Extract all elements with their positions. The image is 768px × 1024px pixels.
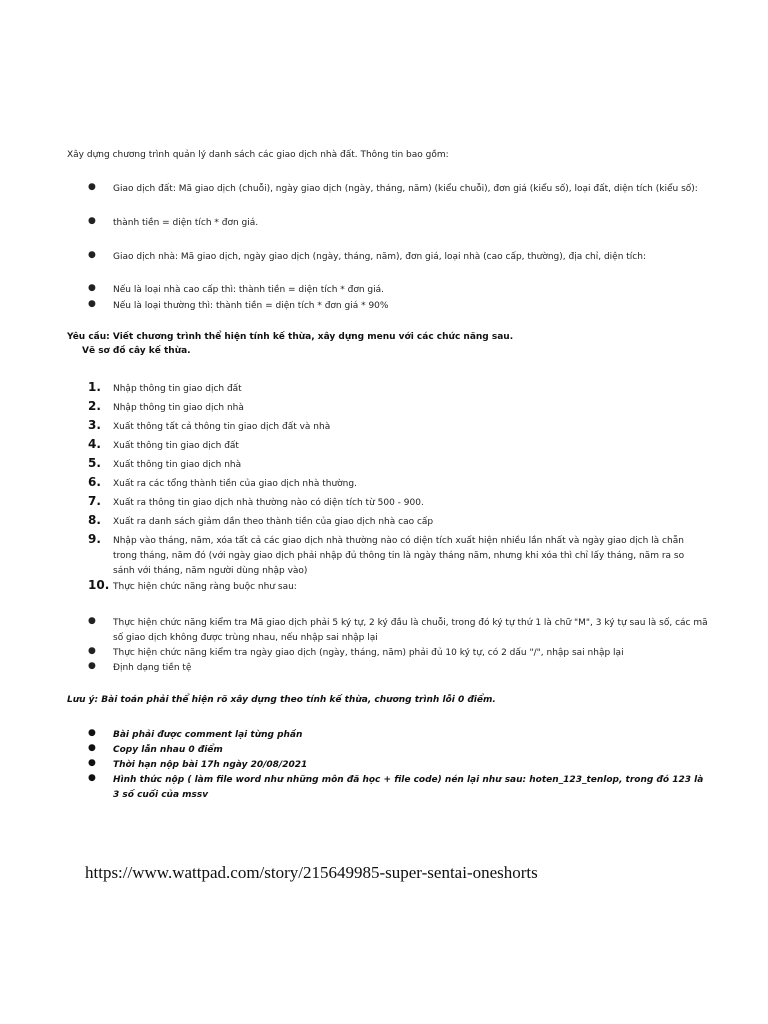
list-item-text: Thực hiện chức năng kiểm tra ngày giao dịch (ngày, tháng, năm) phải đủ 10 ký tự, có 2 dấu "/", nhập sai nhập lại [113, 648, 624, 658]
menu-item-text: Xuất ra danh sách giảm dần theo thành tiền của giao dịch nhà cao cấp [113, 517, 434, 527]
list-item-text: Giao dịch đất: Mã giao dịch (chuỗi), ngày giao dịch (ngày, tháng, năm) (kiểu chuỗi), đơn giá (kiểu số), loại đất, diện tích (kiểu số): [113, 184, 698, 194]
menu-item-text: Xuất thông tất cả thông tin giao dịch đất và nhà [113, 422, 331, 432]
menu-item-text: Xuất thông tin giao dịch nhà [113, 460, 242, 470]
menu-item-text: Xuất thông tin giao dịch đất [113, 441, 239, 451]
menu-item-text: Nhập thông tin giao dịch nhà [113, 403, 244, 413]
menu-item-number: 2. [88, 399, 101, 413]
menu-item-number: 7. [88, 494, 101, 508]
list-item-text: Định dạng tiền tệ [113, 663, 192, 673]
note-line: Lưu ý: Bài toán phải thể hiện rõ xây dựng theo tính kế thừa, chương trình lỗi 0 điểm. [67, 695, 496, 705]
menu-item-number: 1. [88, 380, 101, 394]
menu-item-number: 9. [88, 532, 101, 546]
menu-item-text: Xuất ra các tổng thành tiền của giao dịch nhà thường. [113, 479, 357, 489]
bullet-icon: ● [88, 182, 96, 192]
bullet-icon: ● [88, 283, 96, 293]
menu-item-text: Xuất ra thông tin giao dịch nhà thường nào có diện tích từ 500 - 900. [113, 498, 424, 508]
list-item-text: Nếu là loại nhà cao cấp thì: thành tiền = diện tích * đơn giá. [113, 285, 385, 295]
list-item-text: thành tiền = diện tích * đơn giá. [113, 218, 259, 228]
list-item-text: Hình thức nộp ( làm file word như những môn đã học + file code) nén lại như sau: hoten_123_tenlop, trong đó 123 là 3 số cuối của mssv [113, 775, 704, 800]
menu-item-text: Nhập thông tin giao dịch đất [113, 384, 242, 394]
menu-item-text: Thực hiện chức năng ràng buộc như sau: [113, 582, 297, 592]
bullet-icon: ● [88, 758, 96, 768]
intro-text: Xây dựng chương trình quản lý danh sách các giao dịch nhà đất. Thông tin bao gồm: [67, 150, 449, 160]
menu-item-number: 10. [88, 578, 110, 592]
bullet-icon: ● [88, 616, 96, 626]
list-item-text: Thực hiện chức năng kiểm tra Mã giao dịch phải 5 ký tự, 2 ký đầu là chuỗi, trong đó ký tự thứ 1 là chữ "M", 3 ký tự sau là số, các mã số giao dịch không được trùng nhau, nếu nhập sai nhập lại [113, 618, 708, 643]
list-item-text: Copy lẫn nhau 0 điểm [113, 745, 223, 755]
bullet-icon: ● [88, 250, 96, 260]
menu-item-text: Nhập vào tháng, năm, xóa tất cả các giao dịch nhà thường nào có diện tích xuất hiện nhiều lần nhất và ngày giao dịch là chẵn trong tháng, năm đó (với ngày giao dịch phải nhập đủ thông tin là ngày tháng năm, nhưng khi xóa thì chỉ lấy tháng, năm ra so sánh với tháng, năm người dùng nhập vào) [113, 536, 685, 576]
menu-item-number: 8. [88, 513, 101, 527]
list-item-text: Nếu là loại thường thì: thành tiền = diện tích * đơn giá * 90% [113, 301, 389, 311]
bullet-icon: ● [88, 728, 96, 738]
menu-item-number: 3. [88, 418, 101, 432]
bullet-icon: ● [88, 661, 96, 671]
list-item-text: Giao dịch nhà: Mã giao dịch, ngày giao dịch (ngày, tháng, năm), đơn giá, loại nhà (cao cấp, thường), địa chỉ, diện tích: [113, 252, 646, 262]
url-link[interactable]: https://www.wattpad.com/story/215649985-super-sentai-oneshorts [85, 863, 538, 882]
bullet-icon: ● [88, 743, 96, 753]
bullet-icon: ● [88, 646, 96, 656]
bullet-icon: ● [88, 773, 96, 783]
bullet-icon: ● [88, 216, 96, 226]
menu-item-number: 6. [88, 475, 101, 489]
requirement-heading: Yêu cầu: Viết chương trình thể hiện tính kế thừa, xây dựng menu với các chức năng sau. [67, 332, 514, 342]
list-item-text: Bài phải được comment lại từng phần [113, 730, 303, 740]
menu-item-number: 4. [88, 437, 101, 451]
list-item-text: Thời hạn nộp bài 17h ngày 20/08/2021 [113, 760, 308, 770]
bullet-icon: ● [88, 299, 96, 309]
menu-item-number: 5. [88, 456, 101, 470]
requirement-subheading: Vẽ sơ đồ cây kế thừa. [82, 346, 191, 356]
